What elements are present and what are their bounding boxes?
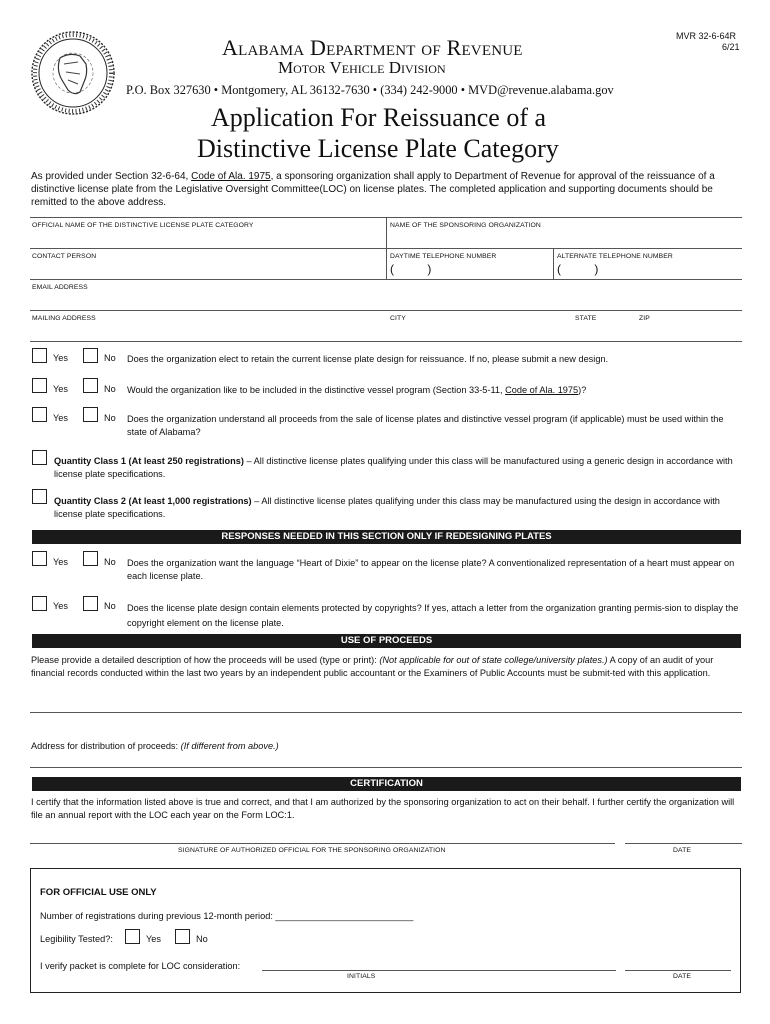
class2-title: Quantity Class 2 (At least 1,000 registrations) [54,496,252,506]
proceeds-instructions [31,654,743,679]
form-title-line1: Application For Reissuance of a [211,103,547,132]
department-address: P.O. Box 327630 • Montgomery, AL 36132-7630 • (334) 242-9000 • MVD@revenue.alabama.gov [126,83,614,97]
alternate-phone-field[interactable]: ( ) [557,262,599,276]
email-field[interactable] [30,294,740,308]
legibility-yes-label: Yes [146,934,161,944]
daytime-phone-label: DAYTIME TELEPHONE NUMBER [390,253,497,260]
q2-before: Would the organization like to be included in the distinctive vessel program (Section 33-5-11, [127,385,506,395]
proceeds-address-label [31,740,279,753]
mailing-address-field[interactable] [30,325,384,339]
q2-code-ref: Code of Ala. 1975 [505,385,579,395]
q1-text: Does the organization elect to retain the current license plate design for reissuance. If no, please submit a new design. [127,354,609,364]
field-grid-rule-3 [30,279,742,280]
q4-no-label: No [104,557,116,567]
q4-yes-checkbox[interactable] [32,551,47,566]
class2-desc: – All distinctive license plates qualifying under this class may be manufactured using the design in accordance with license plate specifications. [54,496,720,519]
q3-no-label: No [104,413,116,423]
q3-no-checkbox[interactable] [83,407,98,422]
q4-text: Does the organization want the language “Heart of Dixie” to appear on the license plate? A conventionalized representation of a heart must appear on each license plate. [127,558,735,581]
phone-divider [553,248,554,279]
q4-no-checkbox[interactable] [83,551,98,566]
legibility-yes-checkbox[interactable] [125,929,140,944]
proceeds-section-header: USE OF PROCEEDS [32,634,741,648]
q3-yes-label: Yes [53,413,68,423]
q2-yes-checkbox[interactable] [32,378,47,393]
class2-text [54,495,742,520]
official-name-label: OFFICIAL NAME OF THE DISTINCTIVE LICENSE PLATE CATEGORY [32,222,254,229]
q5-no-checkbox[interactable] [83,596,98,611]
proceeds-text-after: A copy of an audit of your financial records conducted within the last two years by an independent public accountant or the Examiners of Public Accounts must be submit-ted with this application. [31,655,714,678]
field-grid-bottom-rule [30,341,742,342]
signature-label: SIGNATURE OF AUTHORIZED OFFICIAL FOR THE SPONSORING ORGANIZATION [178,847,446,854]
class1-checkbox[interactable] [32,450,47,465]
class1-desc: – All distinctive license plates qualifying under this class will be manufactured using a generic design in accordance with license plate specifications. [54,456,733,479]
q2-no-checkbox[interactable] [83,378,98,393]
class1-title: Quantity Class 1 (At least 250 registrations) [54,456,244,466]
form-title-line2: Distinctive License Plate Category [197,134,559,163]
intro-code-ref: Code of Ala. 1975 [191,171,271,182]
field-grid-rule-2 [30,248,742,249]
q2-text [127,384,742,397]
department-name: Alabama Department of Revenue [222,35,523,60]
q5-text: Does the license plate design contain elements protected by copyrights? If yes, attach a letter from the organization granting permis-sion to display the copyright element on the license plate. [127,603,739,628]
verify-label: I verify packet is complete for LOC consideration: [40,961,241,971]
official-use-title: FOR OFFICIAL USE ONLY [40,887,157,898]
class2-checkbox[interactable] [32,489,47,504]
q3-text: Does the organization understand all proceeds from the sale of license plates and distinctive vessel program (if applicable) must be used within the state of Alabama? [127,414,724,437]
q2-yes-label: Yes [53,384,68,394]
q3-yes-checkbox[interactable] [32,407,47,422]
proceeds-text-before: Please provide a detailed description of how the proceeds will be used (type or print): [31,655,380,665]
state-label: STATE [575,315,597,322]
q4-yes-label: Yes [53,557,68,567]
signature-line[interactable] [30,843,615,844]
class1-text [54,455,742,480]
intro-before: As provided under Section 32-6-64, [31,171,192,182]
proceeds-line-1[interactable] [30,712,742,713]
q1-no-label: No [104,353,116,363]
daytime-phone-field[interactable]: ( ) [390,262,432,276]
redesign-section-header: RESPONSES NEEDED IN THIS SECTION ONLY IF REDESIGNING PLATES [32,530,741,544]
contact-person-field[interactable] [30,263,384,277]
mailing-address-label: MAILING ADDRESS [32,315,96,322]
official-date-line[interactable] [625,970,731,971]
signature-date-line[interactable] [625,843,742,844]
certification-section-header: CERTIFICATION [32,777,741,791]
email-label: EMAIL ADDRESS [32,284,88,291]
contact-person-label: CONTACT PERSON [32,253,97,260]
intro-after: , a sponsoring organization shall apply to Department of Revenue for approval of the reissuance of a distinctive license plate from the Legislative Oversight Committee(LOC) on license plates. The completed application and supporting documents should be remitted to the above address. [31,171,715,208]
q5-yes-label: Yes [53,601,68,611]
legibility-no-label: No [196,934,208,944]
city-label: CITY [390,315,406,322]
state-seal-logo [30,30,116,116]
legibility-label: Legibility Tested?: [40,934,113,944]
zip-label: ZIP [639,315,650,322]
q5-no-label: No [104,601,116,611]
signature-date-label: DATE [673,847,692,854]
intro-paragraph [31,171,743,209]
field-grid-rule-4 [30,310,742,311]
city-field[interactable] [390,325,570,339]
q2-after: )? [578,385,587,395]
certification-text: I certify that the information listed above is true and correct, and that I am authorized by the sponsoring organization to act on their behalf. I further certify the organization will file an annual report with the LOC each year on the Form LOC:1. [31,797,735,820]
proceeds-address-italic: (If different from above.) [180,741,279,751]
initials-line[interactable] [262,970,616,971]
q1-yes-label: Yes [53,353,68,363]
q5-yes-checkbox[interactable] [32,596,47,611]
initials-label: INITIALS [347,973,376,980]
proceeds-address-text: Address for distribution of proceeds: [31,741,181,751]
proceeds-text-italic: (Not applicable for out of state college/university plates.) [379,655,608,665]
form-date: 6/21 [722,42,740,52]
q1-no-checkbox[interactable] [83,348,98,363]
sponsoring-org-field[interactable] [390,232,740,246]
form-number: MVR 32-6-64R [676,31,737,41]
sponsoring-org-label: NAME OF THE SPONSORING ORGANIZATION [390,222,541,229]
q2-no-label: No [104,384,116,394]
alternate-phone-label: ALTERNATE TELEPHONE NUMBER [557,253,673,260]
registrations-label: Number of registrations during previous 12-month period: ___________________________ [40,911,414,921]
division-name: Motor Vehicle Division [278,58,446,77]
official-date-label: DATE [673,973,692,980]
official-name-field[interactable] [30,232,384,246]
proceeds-address-line[interactable] [30,767,742,768]
legibility-no-checkbox[interactable] [175,929,190,944]
q1-yes-checkbox[interactable] [32,348,47,363]
